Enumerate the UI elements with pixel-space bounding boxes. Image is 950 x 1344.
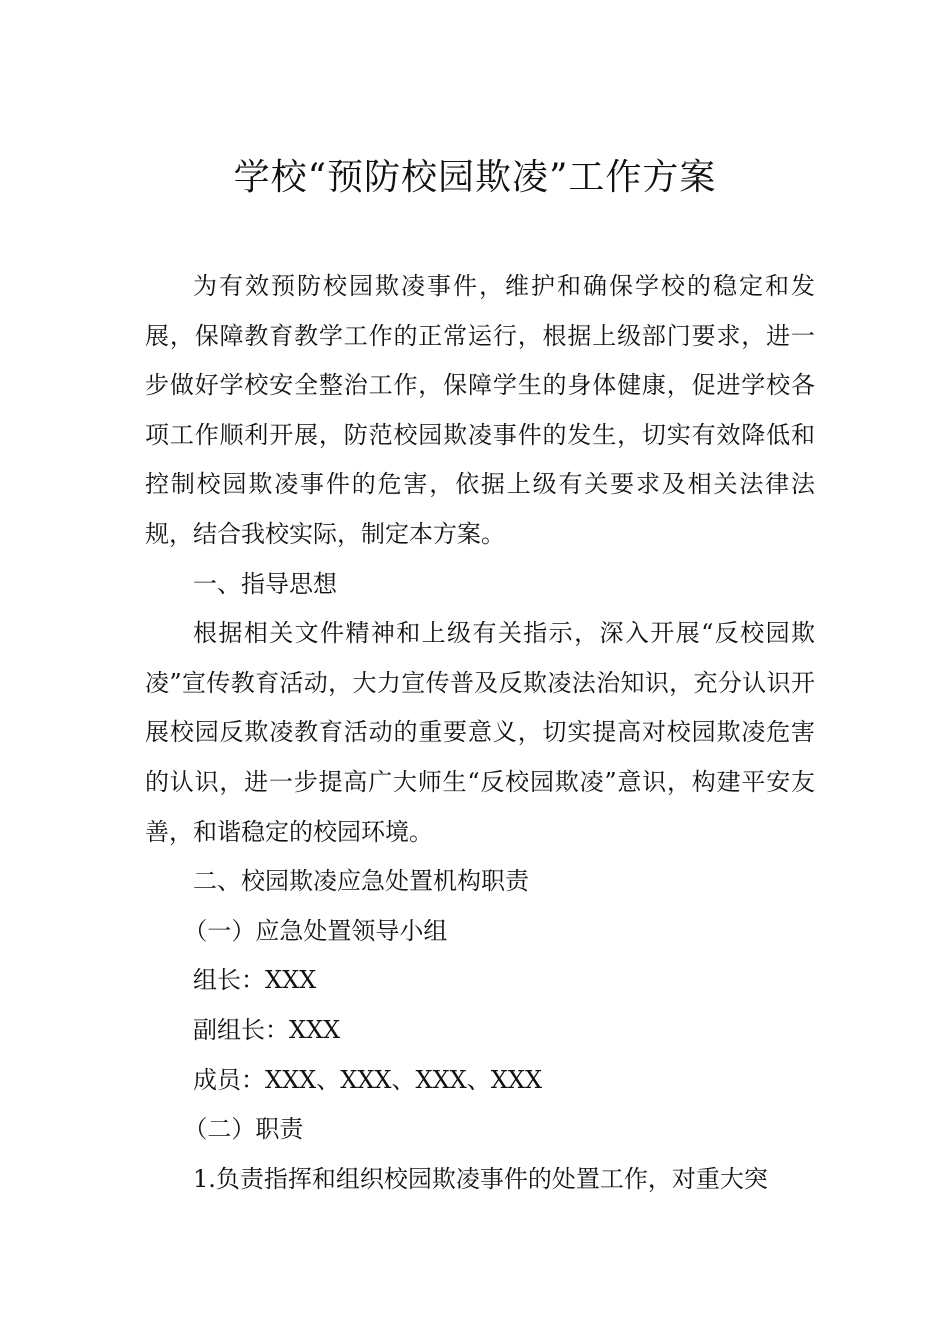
document-title: 学校“预防校园欺凌”工作方案	[233, 157, 717, 198]
members-line: 成员：XXX、XXX、XXX、XXX	[193, 1065, 543, 1094]
deputy-leader-line: 副组长：XXX	[193, 1015, 341, 1044]
subsection-heading-duties: （二）职责	[183, 1115, 304, 1144]
group-leader-line: 组长：XXX	[193, 966, 317, 995]
duty-item-1: 1.负责指挥和组织校园欺凌事件的处置工作，对重大突	[193, 1164, 768, 1193]
section-heading-emergency-organization: 二、校园欺凌应急处置机构职责	[193, 867, 529, 896]
document-body	[145, 262, 815, 1204]
subsection-heading-leadership-group: （一）应急处置领导小组	[183, 916, 448, 945]
guiding-thought-paragraph: 根据相关文件精神和上级有关指示，深入开展“反校园欺凌”宣传教育活动，大力宣传普及反欺凌法治知识，充分认识开展校园反欺凌教育活动的重要意义，切实提高对校园欺凌危害的认识，进一步提高广大师生“反校园欺凌”意识，构建平安友善，和谐稳定的校园环境。	[145, 619, 815, 846]
intro-paragraph: 为有效预防校园欺凌事件，维护和确保学校的稳定和发展，保障教育教学工作的正常运行，根据上级部门要求，进一步做好学校安全整治工作，保障学生的身体健康，促进学校各项工作顺利开展，防范校园欺凌事件的发生，切实有效降低和控制校园欺凌事件的危害，依据上级有关要求及相关法律法规，结合我校实际，制定本方案。	[145, 272, 815, 548]
section-heading-guiding-thought: 一、指导思想	[193, 569, 337, 598]
